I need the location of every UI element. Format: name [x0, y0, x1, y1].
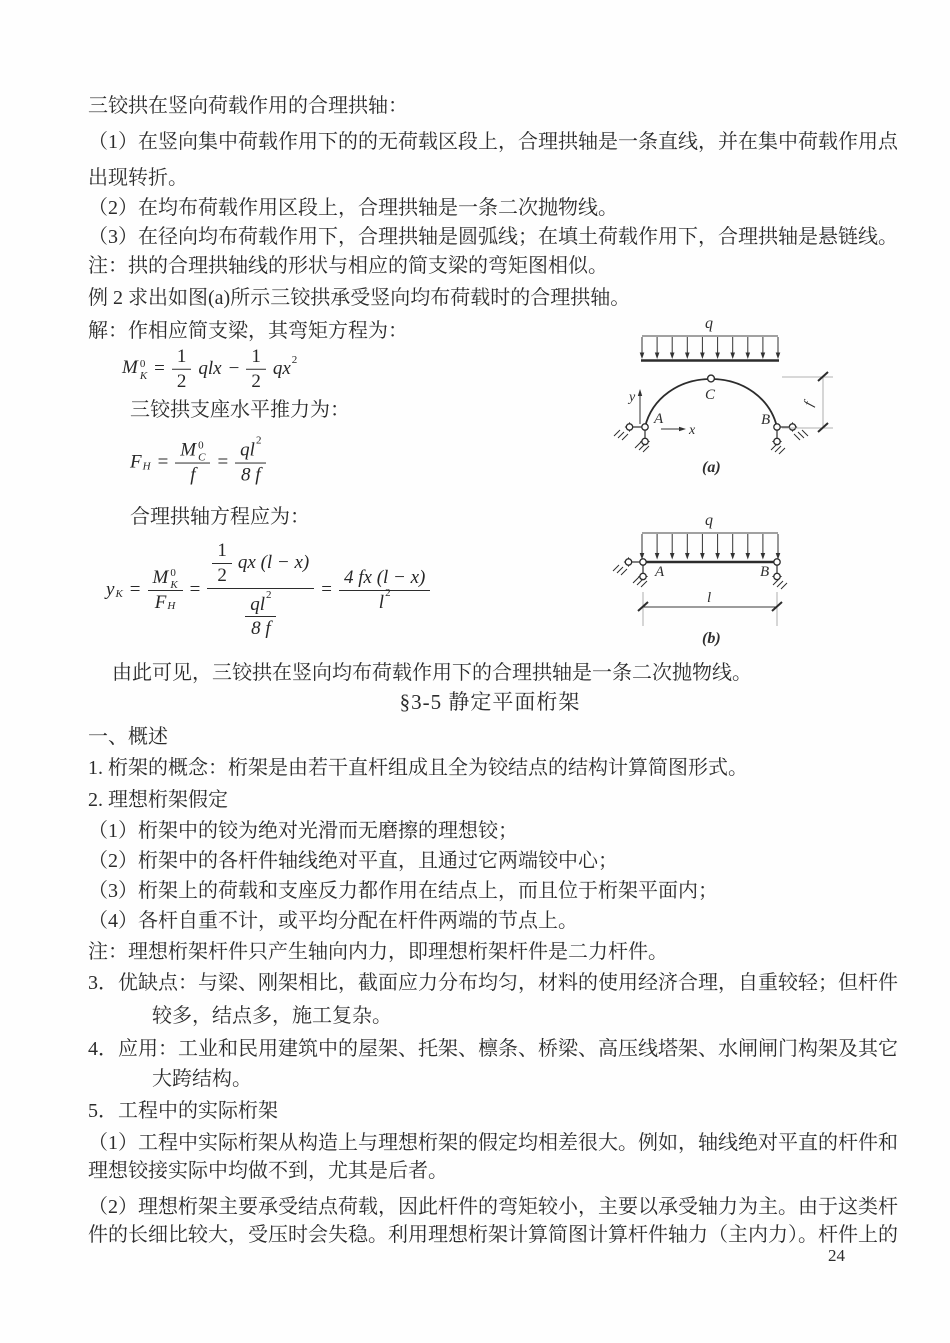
rise-dimension — [782, 372, 833, 432]
page-number: 24 — [828, 1246, 845, 1265]
fraction-half: $\frac{1}{2}$ — [246, 345, 266, 394]
figure-a-caption: (a) — [702, 459, 721, 476]
rise-label: f — [801, 399, 818, 409]
real-truss-2-line2: 件的长细比较大，受压时会失稳。利用理想桁架计算简图计算杆件轴力（主内力）。杆件上的 — [88, 1224, 898, 1246]
pin-support-b — [772, 559, 787, 589]
fraction-final: 4 fx (l − x) l 2 — [339, 566, 430, 615]
intro-item1-line1: （1）在竖向集中荷载作用下的的无荷载区段上，合理拱轴是一条直线，并在集中荷载作用点 — [88, 131, 898, 153]
figure-b-caption: (b) — [702, 630, 721, 647]
truss-note: 注：理想桁架杆件只产生轴向内力，即理想桁架杆件是二力杆件。 — [88, 941, 668, 963]
load-label: q — [705, 315, 713, 332]
overview-heading: 一、概述 — [88, 726, 168, 748]
figure-a-arch-diagram — [595, 303, 895, 488]
example-conclusion: 由此可见，三铰拱在竖向均布荷载作用下的合理拱轴是一条二次抛物线。 — [112, 662, 752, 684]
formula-thrust: F H = M 0 C f = ql 2 8 f — [130, 439, 266, 488]
math-term: qlx — [198, 358, 222, 379]
span-label: l — [707, 590, 712, 606]
figure-b-beam-diagram — [595, 495, 895, 660]
solution-lead: 解：作相应简支梁，其弯矩方程为： — [88, 320, 408, 342]
real-truss-heading: 5．工程中的实际桁架 — [88, 1100, 278, 1122]
math-term-squared: qx 2 — [272, 354, 298, 379]
assumptions-heading: 2. 理想桁架假定 — [88, 789, 228, 811]
support-a-label: A — [655, 564, 665, 580]
fraction-ql2-over-8f: ql 2 8 f — [235, 439, 266, 488]
real-truss-2-line1: （2）理想桁架主要承受结点荷载，因此杆件的弯矩较小，主要以承受轴力为主。由于这类杆 — [88, 1196, 898, 1218]
intro-item2: （2）在均布荷载作用区段上，合理拱轴是一条二次抛物线。 — [88, 197, 618, 219]
formula-moment: M 0 K = $\frac{1}{2}$ qlx − $\frac{1}{2}$ qx 2 — [122, 345, 298, 392]
real-truss-1-line2: 理想铰接实际中均做不到，尤其是后者。 — [88, 1160, 448, 1182]
intro-item1-line2: 出现转折。 — [88, 167, 188, 189]
example-statement: 例 2 求出如图(a)所示三铰拱承受竖向均布荷载时的合理拱轴。 — [88, 287, 631, 309]
support-b-label: B — [760, 564, 770, 580]
formula-axis: y K = M 0 K F H = $\frac{1}{2}$ qx (l − x) ql 2 8 f = 4 fx (l − x) l 2 — [106, 539, 430, 641]
thrust-lead: 三铰拱支座水平推力为： — [130, 399, 350, 421]
pin-support-a — [613, 557, 648, 587]
fraction-half: $\frac{1}{2}$ — [172, 345, 192, 394]
intro-heading: 三铰拱在竖向荷载作用的合理拱轴： — [88, 95, 408, 117]
section-title: §3-5 静定平面桁架 — [399, 690, 581, 714]
y-axis — [627, 389, 642, 424]
pros-cons-line1: 3．优缺点：与梁、刚架相比，截面应力分布均匀，材料的使用经济合理，自重较轻；但杆件 — [88, 972, 898, 994]
truss-concept: 1. 桁架的概念：桁架是由若干直杆组成且全为铰结点的结构计算简图形式。 — [88, 757, 748, 779]
fraction-middle: $\frac{1}{2}$ qx (l − x) ql 2 8 f — [207, 539, 314, 641]
real-truss-1-line1: （1）工程中实际桁架从构造上与理想桁架的假定均相差很大。例如，轴线绝对平直的杆件和 — [88, 1132, 898, 1154]
x-axis — [661, 423, 696, 438]
span-dimension — [638, 590, 782, 626]
pros-cons-line2: 较多，结点多，施工复杂。 — [152, 1005, 392, 1027]
intro-item3: （3）在径向均布荷载作用下，合理拱轴是圆弧线；在填土荷载作用下，合理拱轴是悬链线。 — [88, 226, 898, 248]
load-label: q — [705, 512, 713, 529]
assumption-4: （4）各杆自重不计，或平均分配在杆件两端的节点上。 — [88, 910, 578, 932]
distributed-load — [640, 336, 781, 361]
assumption-1: （1）桁架中的铰为绝对光滑而无磨擦的理想铰； — [88, 820, 518, 842]
math-symbol-F: F H — [130, 452, 151, 473]
apex-label: C — [705, 387, 716, 403]
axis-lead: 合理拱轴方程应为： — [130, 506, 310, 528]
math-symbol-y: y K — [106, 579, 123, 600]
support-b-label: B — [761, 412, 771, 428]
support-a-label: A — [654, 411, 664, 427]
fraction-mk-over-fh: M 0 K F H — [148, 566, 183, 615]
math-symbol-M: M 0 K — [122, 356, 148, 382]
applications-line2: 大跨结构。 — [152, 1068, 252, 1090]
assumption-2: （2）桁架中的各杆件轴线绝对平直，且通过它两端铰中心； — [88, 850, 618, 872]
fraction-mc-over-f: M 0 C f — [175, 439, 210, 488]
assumption-3: （3）桁架上的荷载和支座反力都作用在结点上，而且位于桁架平面内； — [88, 880, 718, 902]
intro-note: 注：拱的合理拱轴线的形状与相应的简支梁的弯矩图相似。 — [88, 255, 608, 277]
axis-x-label: x — [689, 423, 696, 438]
crown-hinge — [708, 375, 715, 382]
applications-line1: 4．应用：工业和民用建筑中的屋架、托架、檩条、桥梁、高压线塔架、水闸闸门构架及其它 — [88, 1038, 898, 1060]
pin-support-b — [771, 422, 808, 454]
pin-support-a — [614, 422, 650, 452]
distributed-load — [640, 533, 781, 560]
axis-y-label: y — [629, 390, 636, 405]
